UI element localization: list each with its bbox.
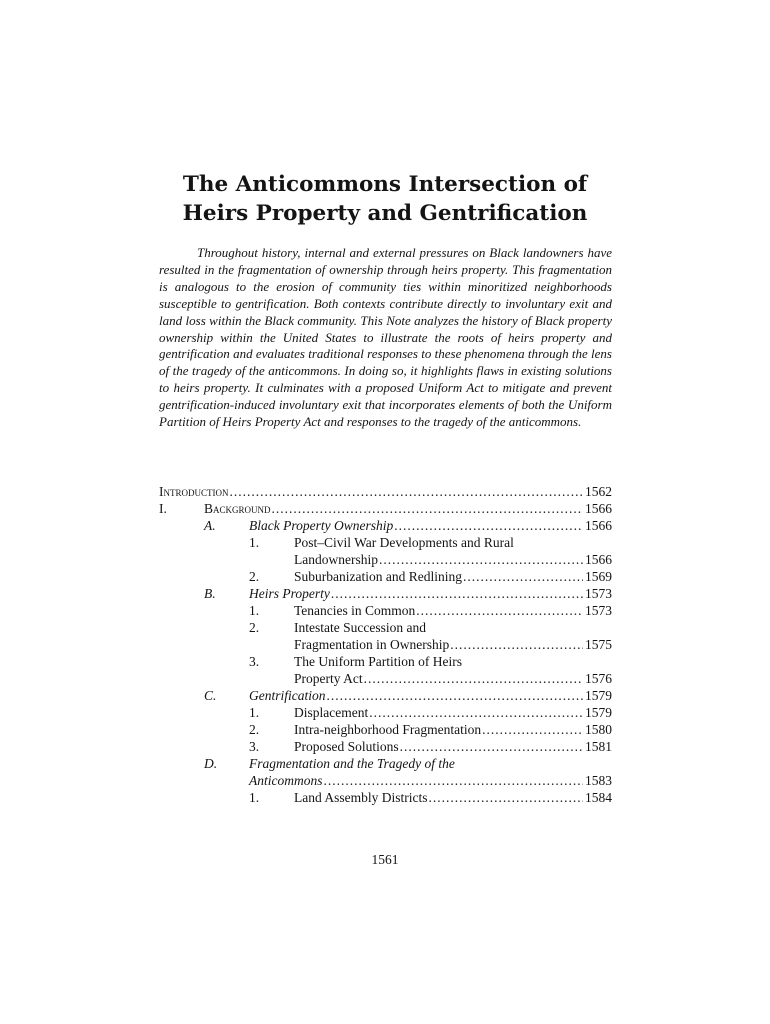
toc-entry	[159, 755, 612, 772]
article-title-line-1: The Anticommons Intersection of	[182, 172, 588, 197]
toc-entry-title: Introduction	[159, 484, 229, 499]
toc-entry-page: 1569	[585, 569, 612, 584]
toc-entry-title: Proposed Solutions	[294, 739, 399, 754]
toc-entry-page: 1566	[585, 552, 612, 567]
toc-entry-leader-dots	[416, 602, 583, 619]
toc-entry-title: Displacement	[294, 705, 369, 720]
toc-entry	[159, 483, 612, 500]
toc-entry	[159, 738, 612, 755]
toc-entry	[159, 585, 612, 602]
toc-entry	[159, 551, 612, 568]
toc-entry-label: 2.	[249, 722, 260, 737]
toc-entry-title: Suburbanization and Redlining	[294, 569, 462, 584]
toc-entry-title: Fragmentation in Ownership	[294, 637, 450, 652]
toc-entry-page: 1573	[585, 586, 612, 601]
toc-entry-label: 1.	[249, 603, 260, 618]
table-of-contents	[159, 483, 612, 806]
toc-entry-label: I.	[159, 501, 167, 516]
toc-entry-page: 1566	[585, 518, 612, 533]
toc-entry-label: 1.	[249, 790, 260, 805]
toc-entry-title: Heirs Property	[249, 586, 330, 601]
toc-entry-label: B.	[204, 586, 216, 601]
toc-entry-label: 3.	[249, 654, 260, 669]
toc-entry-page: 1566	[585, 501, 612, 516]
toc-entry	[159, 670, 612, 687]
toc-entry-leader-dots	[429, 789, 584, 806]
toc-entry-label: D.	[204, 756, 218, 771]
toc-entry-label: A.	[204, 518, 216, 533]
toc-entry	[159, 517, 612, 534]
toc-entry-page: 1576	[585, 671, 612, 686]
toc-entry-page: 1584	[585, 790, 612, 805]
toc-entry-page: 1580	[585, 722, 612, 737]
toc-entry-title: Anticommons	[249, 773, 323, 788]
toc-entry-leader-dots	[482, 721, 583, 738]
toc-entry-leader-dots	[394, 517, 583, 534]
toc-entry	[159, 653, 612, 670]
toc-entry-label: 1.	[249, 535, 260, 550]
toc-entry-leader-dots	[230, 483, 584, 500]
article-title	[0, 170, 770, 228]
page-number: 1561	[371, 852, 399, 867]
toc-entry	[159, 619, 612, 636]
toc-entry	[159, 721, 612, 738]
toc-entry-page: 1581	[585, 739, 612, 754]
toc-entry-label: 3.	[249, 739, 260, 754]
toc-entry-label: 2.	[249, 569, 260, 584]
toc-entry-title: Post–Civil War Developments and Rural	[294, 535, 514, 550]
toc-entry-title: Gentrification	[249, 688, 326, 703]
toc-entry-leader-dots	[463, 568, 583, 585]
toc-entry	[159, 500, 612, 517]
toc-entry	[159, 636, 612, 653]
toc-entry-leader-dots	[327, 687, 584, 704]
toc-entry-page: 1579	[585, 688, 612, 703]
abstract-paragraph: Throughout history, internal and external pressures on Black landowners have resulted in the fragmentation of ownership through heirs property. This fragmentation is analogous to the erosion of community ties within minoritized neighborhoods susceptible to gentrification. Both contexts contribute directly to involuntary exit and land loss within the Black community. This Note analyzes the history of Black property ownership within the United States to illustrate the roots of heirs property and gentrification and evaluates traditional responses to these phenomena through the lens of the tragedy of the anticommons. In doing so, it highlights flaws in existing solutions to heirs property. It culminates with a proposed Uniform Act to mitigate and prevent gentrification-induced involuntary exit that incorporates elements of both the Uniform Partition of Heirs Property Act and responses to the tragedy of the anticommons.	[159, 245, 612, 430]
article-title-line-2: Heirs Property and Gentrification	[182, 201, 588, 226]
toc-entry-label: 2.	[249, 620, 260, 635]
toc-entry-leader-dots	[400, 738, 583, 755]
toc-entry-title: Intestate Succession and	[294, 620, 426, 635]
toc-entry-page: 1573	[585, 603, 612, 618]
toc-entry	[159, 534, 612, 551]
toc-entry-label: C.	[204, 688, 217, 703]
toc-entry-leader-dots	[450, 636, 583, 653]
toc-entry-leader-dots	[331, 585, 583, 602]
toc-entry-title: The Uniform Partition of Heirs	[294, 654, 462, 669]
toc-entry-title: Fragmentation and the Tragedy of the	[249, 756, 455, 771]
toc-entry	[159, 602, 612, 619]
toc-entry-title: Tenancies in Common	[294, 603, 416, 618]
toc-entry	[159, 704, 612, 721]
toc-entry-title: Background	[204, 501, 271, 516]
toc-entry-leader-dots	[324, 772, 584, 789]
toc-entry-leader-dots	[272, 500, 583, 517]
toc-entry-title: Property Act	[294, 671, 363, 686]
toc-entry-title: Land Assembly Districts	[294, 790, 428, 805]
toc-entry-title: Intra-neighborhood Fragmentation	[294, 722, 482, 737]
toc-entry-page: 1583	[585, 773, 612, 788]
toc-entry	[159, 772, 612, 789]
toc-entry-title: Landownership	[294, 552, 378, 567]
toc-entry-page: 1579	[585, 705, 612, 720]
toc-entry	[159, 687, 612, 704]
toc-entry	[159, 789, 612, 806]
toc-entry-leader-dots	[379, 551, 583, 568]
toc-entry	[159, 568, 612, 585]
toc-entry-leader-dots	[369, 704, 583, 721]
toc-entry-page: 1575	[585, 637, 612, 652]
toc-entry-leader-dots	[364, 670, 583, 687]
toc-entry-page: 1562	[585, 484, 612, 499]
toc-entry-title: Black Property Ownership	[249, 518, 394, 533]
toc-entry-label: 1.	[249, 705, 260, 720]
